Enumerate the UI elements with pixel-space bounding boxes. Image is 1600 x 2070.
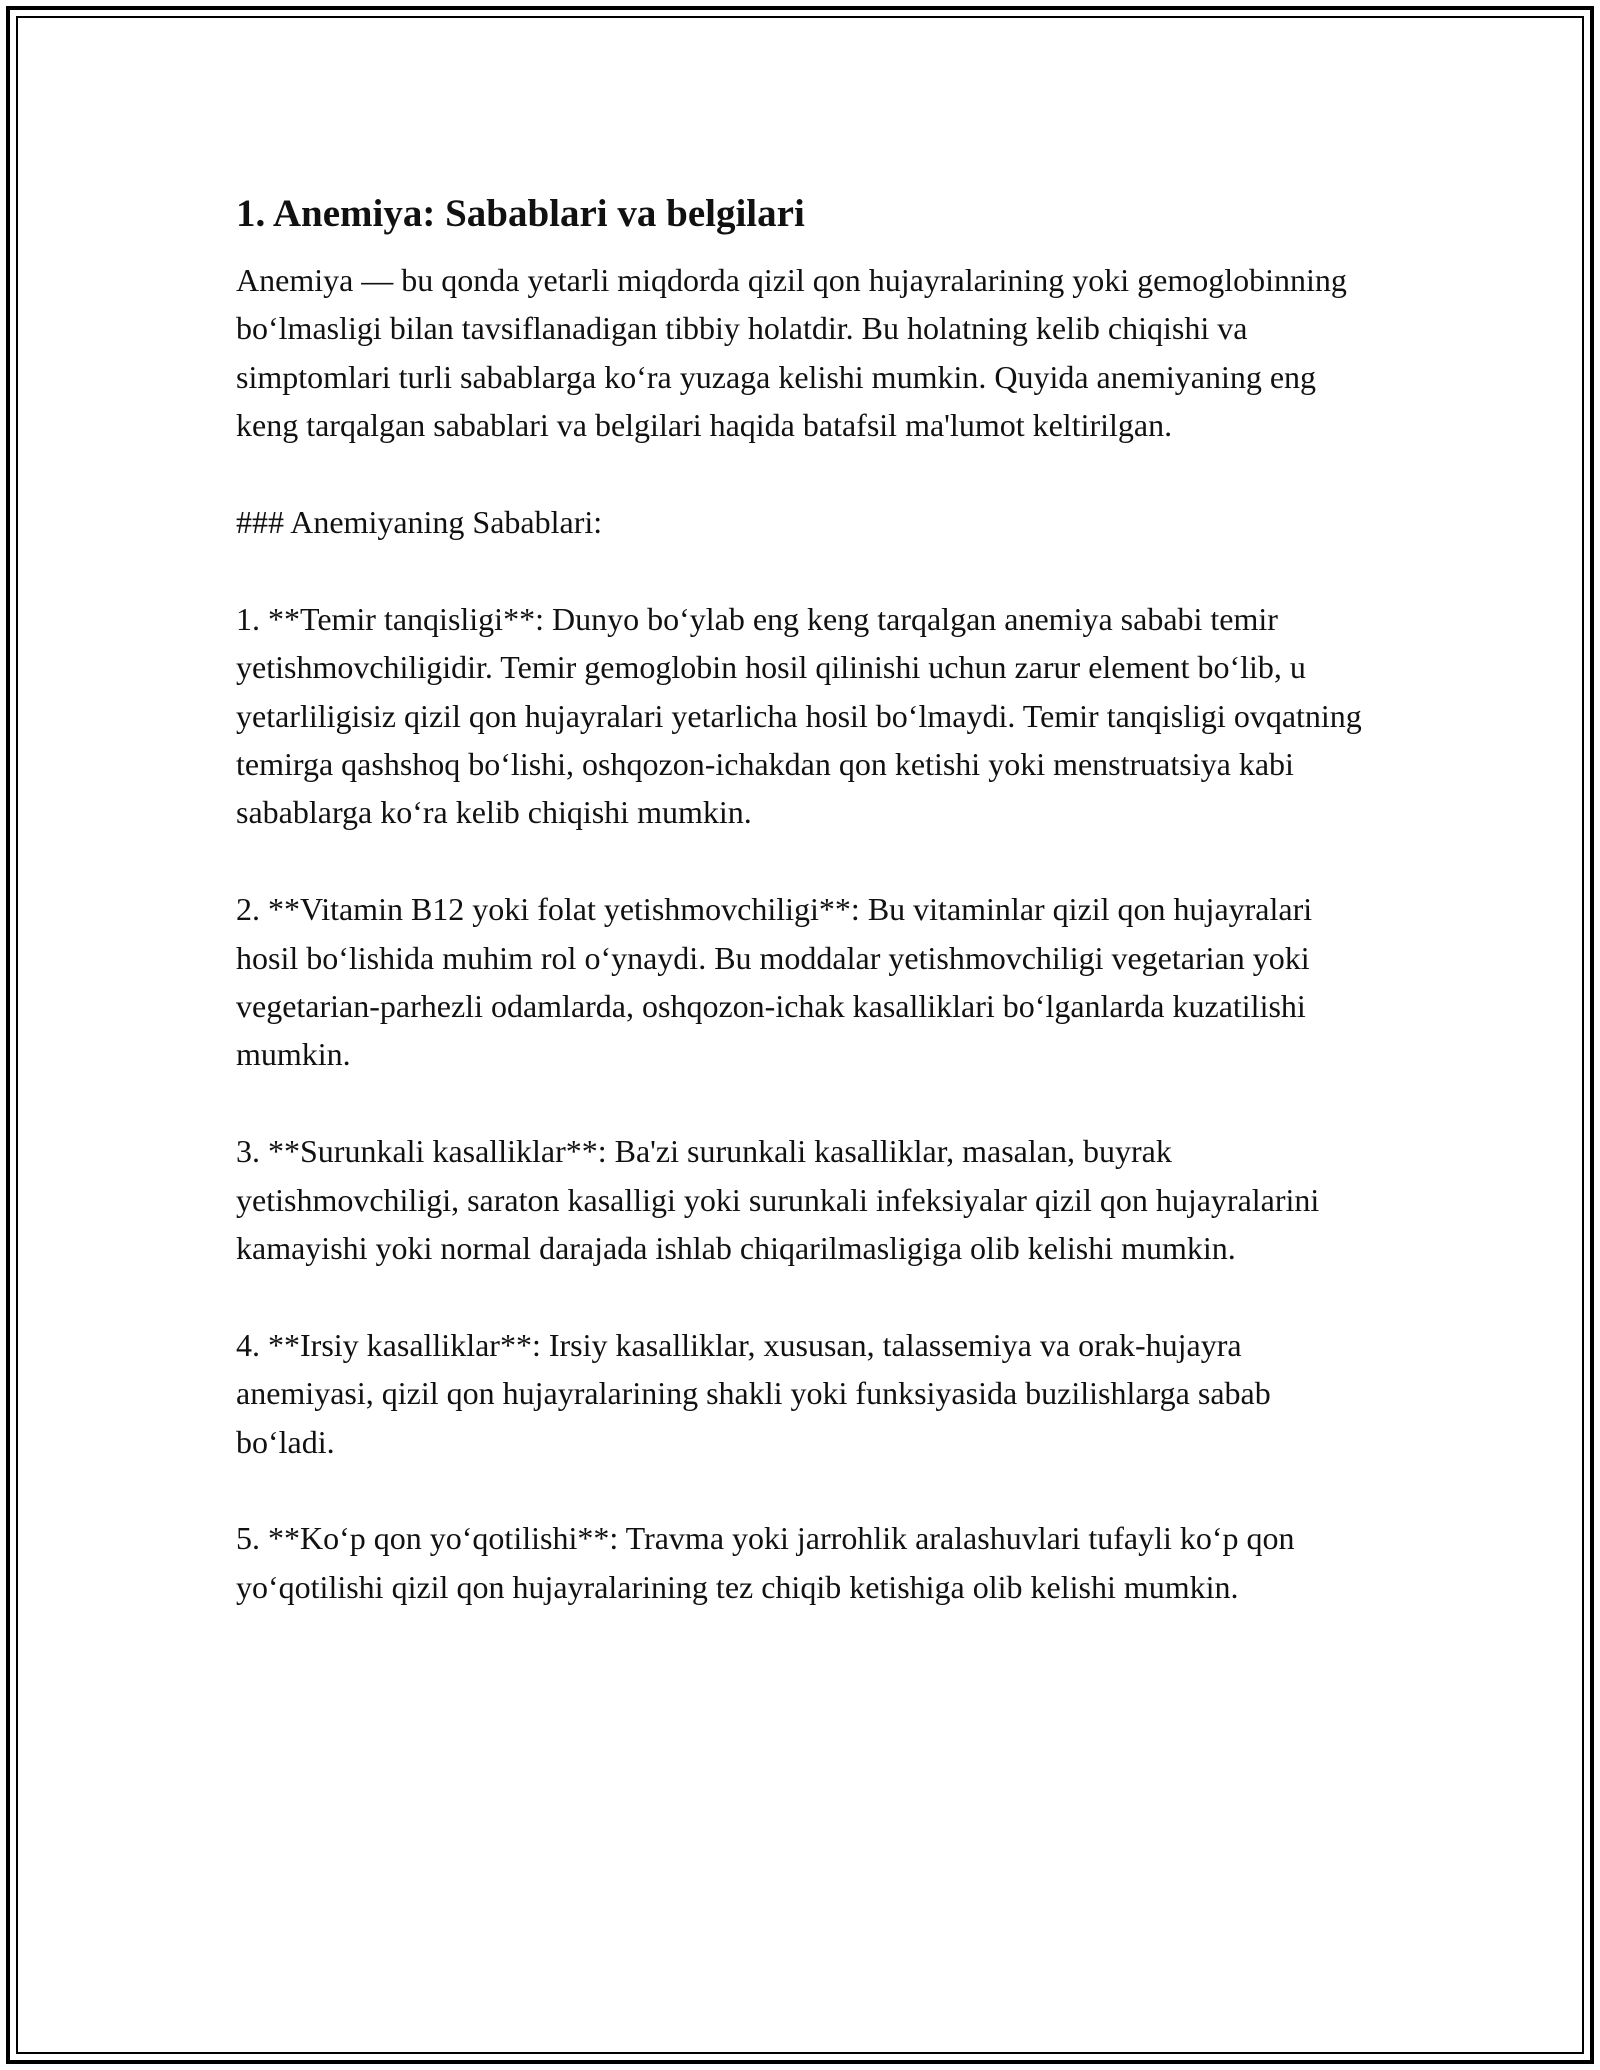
intro-paragraph: Anemiya — bu qonda yetarli miqdorda qizil qon hujayralarining yoki gemoglobinning bo‘lmasligi bilan tavsiflanadigan tibbiy holatdir. Bu holatning kelib chiqishi va simptomlari turli sabablarga ko‘ra yuzaga kelishi mumkin. Quyida anemiyaning eng keng tarqalgan sabablari va belgilari haqida batafsil ma'lumot keltirilgan. <box>236 262 1347 444</box>
list-item-vitamin-deficiency: 2. **Vitamin B12 yoki folat yetishmovchiligi**: Bu vitaminlar qizil qon hujayralari hosil bo‘lishida muhim rol o‘ynaydi. Bu moddalar yetishmovchiligi vegetarian yoki vegetarian-parhezli odamlarda, oshqozon-ichak kasalliklari bo‘lganlarda kuzatilishi mumkin. <box>236 891 1313 1073</box>
document-body <box>236 186 1366 1660</box>
list-item-blood-loss: 5. **Ko‘p qon yo‘qotilishi**: Travma yoki jarrohlik aralashuvlari tufayli ko‘p qon yo‘qotilishi qizil qon hujayralarining tez chiqib ketishiga olib kelishi mumkin. <box>236 1520 1295 1605</box>
list-item-hereditary-diseases: 4. **Irsiy kasalliklar**: Irsiy kasalliklar, xususan, talassemiya va orak-hujayra anemiyasi, qizil qon hujayralarining shakli yoki funksiyasida buzilishlarga sabab bo‘ladi. <box>236 1326 1271 1460</box>
section-heading: ### Anemiyaning Sabablari: <box>236 504 603 541</box>
list-item-chronic-diseases: 3. **Surunkali kasalliklar**: Ba'zi surunkali kasalliklar, masalan, buyrak yetishmovchiligi, saraton kasalligi yoki surunkali infeksiyalar qizil qon hujayralarini kamayishi yoki normal darajada ishlab chiqarilmasligiga olib kelishi mumkin. <box>236 1133 1320 1267</box>
list-item-iron-deficiency: 1. **Temir tanqisligi**: Dunyo bo‘ylab eng keng tarqalgan anemiya sababi temir yetishmovchiligidir. Temir gemoglobin hosil qilinishi uchun zarur element bo‘lib, u yetarliligisiz qizil qon hujayralari yetarlicha hosil bo‘lmaydi. Temir tanqisligi ovqatning temirga qashshoq bo‘lishi, oshqozon-ichakdan qon ketishi yoki menstruatsiya kabi sabablarga ko‘ra kelib chiqishi mumkin. <box>236 600 1362 831</box>
document-title: 1. Anemiya: Sabablari va belgilari <box>236 192 805 235</box>
